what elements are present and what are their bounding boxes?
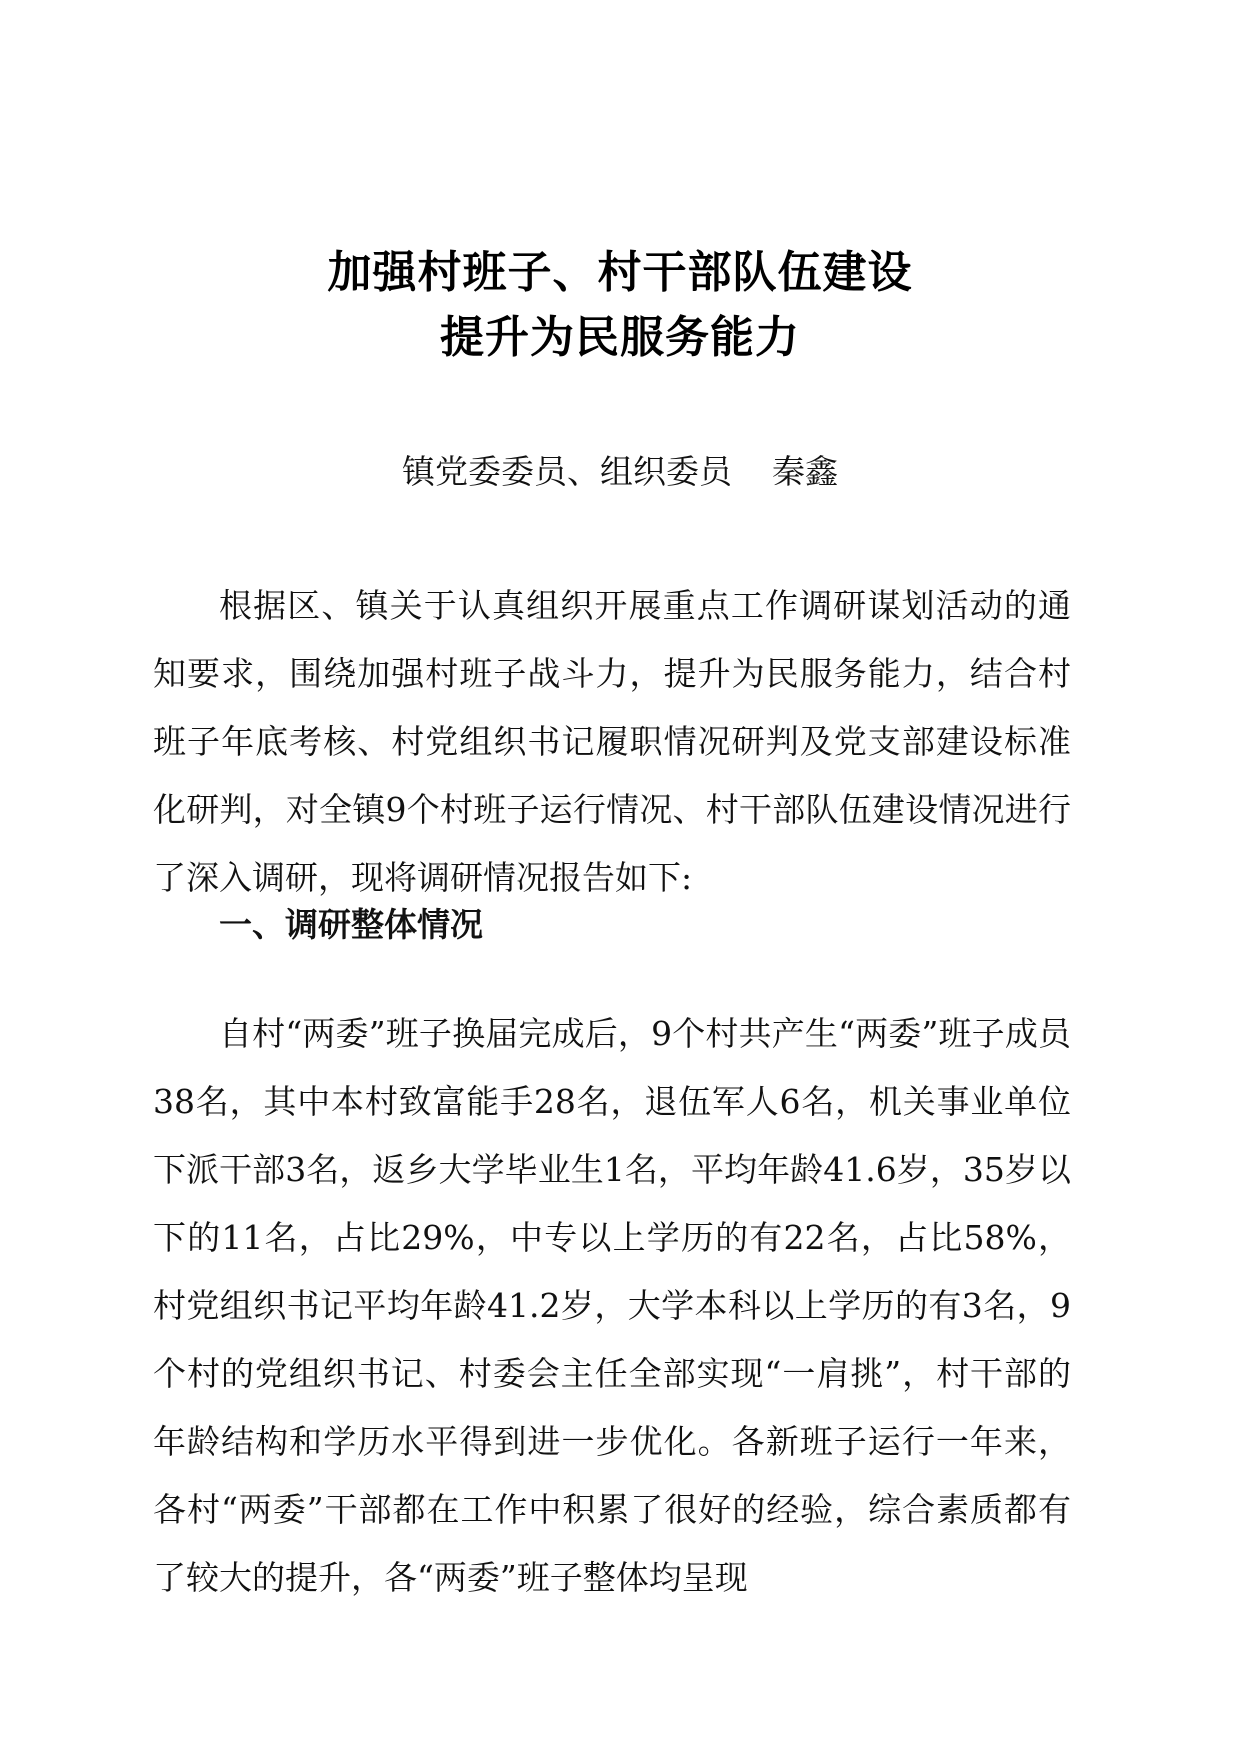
section-paragraph: 自村“两委”班子换届完成后，9个村共产生“两委”班子成员38名，其中本村致富能手28名，退伍军人6名，机关事业单位下派干部3名，返乡大学毕业生1名，平均年龄41.6岁，35岁以下的11名，占比29%，中专以上学历的有22名，占比58%，村党组织书记平均年龄41.2岁，大学本科以上学历的有3名，9个村的党组织书记、村委会主任全部实现“一肩挑”，村干部的年龄结构和学历水平得到进一步优化。各新班子运行一年来，各村“两委”干部都在工作中积累了很好的经验，综合素质都有了较大的提升，各“两委”班子整体均呈现 [153, 1014, 1071, 1597]
section-heading: 一、调研整体情况 [219, 905, 483, 944]
author-byline [0, 450, 1240, 494]
author-role: 镇党委委员、组织委员 [402, 452, 732, 491]
intro-paragraph: 根据区、镇关于认真组织开展重点工作调研谋划活动的通知要求，围绕加强村班子战斗力，提升为民服务能力，结合村班子年底考核、村党组织书记履职情况研判及党支部建设标准化研判，对全镇9个村班子运行情况、村干部队伍建设情况进行了深入调研，现将调研情况报告如下: [153, 586, 1071, 897]
document-title-line-2: 提升为民服务能力 [440, 312, 800, 363]
document-title-line-1: 加强村班子、村干部队伍建设 [327, 247, 913, 298]
section-paragraph-block [153, 1000, 1071, 1612]
intro-paragraph-block [153, 572, 1071, 912]
author-name: 秦鑫 [772, 452, 838, 491]
